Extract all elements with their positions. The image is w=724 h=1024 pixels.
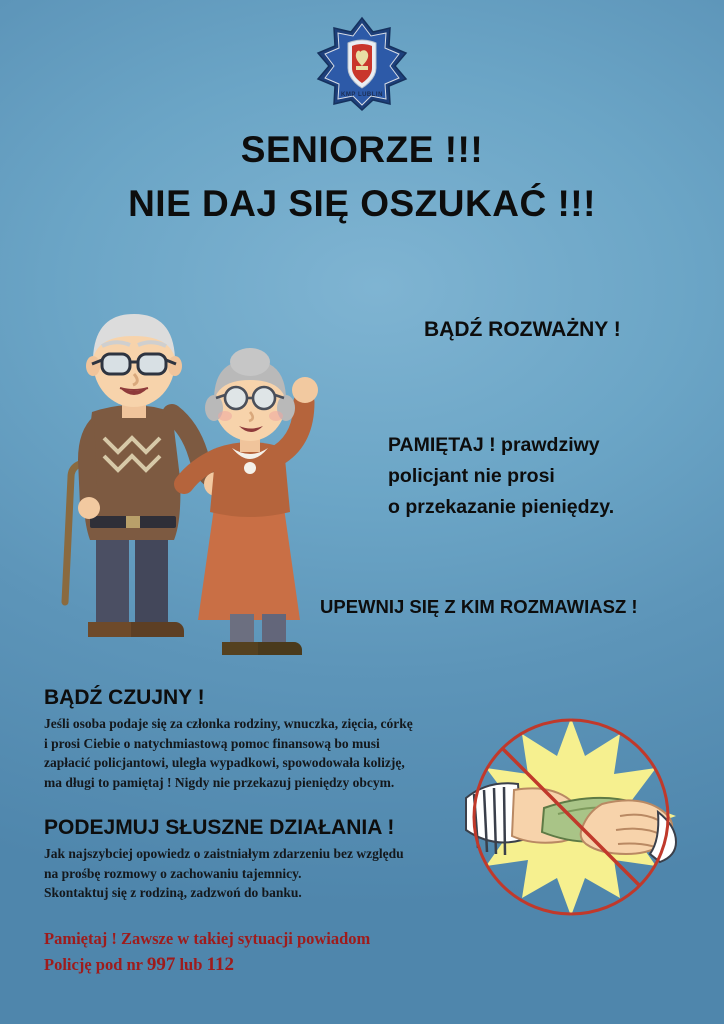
footer-emergency-note [44, 926, 564, 978]
block-body-line: zapłacić policjantowi, uległa wypadkowi, spowodowała kolizję, [44, 755, 405, 770]
block-body-be-alert [44, 714, 484, 792]
block-body-line: i prosi Ciebie o natychmiastową pomoc finansową bo musi [44, 735, 380, 751]
block-body-line: ma długi to pamiętaj ! Nigdy nie przekazuj pieniędzy obcym. [44, 774, 395, 790]
slogan-remember-line3: o przekazanie pieniędzy. [388, 496, 615, 518]
police-badge [310, 16, 414, 112]
slogan-verify-caller: UPEWNIJ SIĘ Z KIM ROZMAWIASZ ! [320, 596, 638, 617]
text-block-be-alert [44, 686, 484, 792]
emergency-number-112: 112 [206, 954, 234, 975]
block-body-take-action [44, 844, 484, 903]
poster-headline-line2: NIE DAJ SIĘ OSZUKAĆ !!! [128, 183, 596, 224]
slogan-remember-line2: policjant nie prosi [388, 465, 555, 487]
money-handover-prohibited-illustration [452, 712, 690, 922]
slogan-remember-line1: PAMIĘTAJ ! prawdziwy [388, 434, 600, 456]
emergency-number-997: 997 [146, 954, 176, 975]
slogan-remember [388, 430, 614, 523]
slogan-be-careful: BĄDŹ ROZWAŻNY ! [424, 318, 621, 341]
text-block-take-action [44, 816, 484, 903]
block-title-take-action: PODEJMUJ SŁUSZNE DZIAŁANIA ! [44, 816, 395, 839]
block-title-be-alert: BĄDŹ CZUJNY ! [44, 686, 205, 709]
badge-caption: KMP LUBLIN [341, 92, 383, 98]
footer-line2-pre: Policję pod nr [44, 955, 147, 974]
footer-line2-mid: lub [175, 955, 207, 974]
block-body-line: na prośbę rozmowy o zachowaniu tajemnicy. [44, 865, 302, 881]
block-body-line: Jak najszybciej opowiedz o zaistniałym zdarzeniu bez względu [44, 846, 404, 861]
block-body-line: Jeśli osoba podaje się za członka rodziny, wnuczka, zięcia, córkę [44, 716, 413, 731]
block-body-line: Skontaktuj się z rodziną, zadzwoń do banku. [44, 885, 302, 900]
footer-line2 [44, 952, 564, 978]
footer-line1: Pamiętaj ! Zawsze w takiej sytuacji powiadom [44, 929, 371, 948]
poster-headline-line1: SENIORZE !!! [240, 129, 484, 170]
